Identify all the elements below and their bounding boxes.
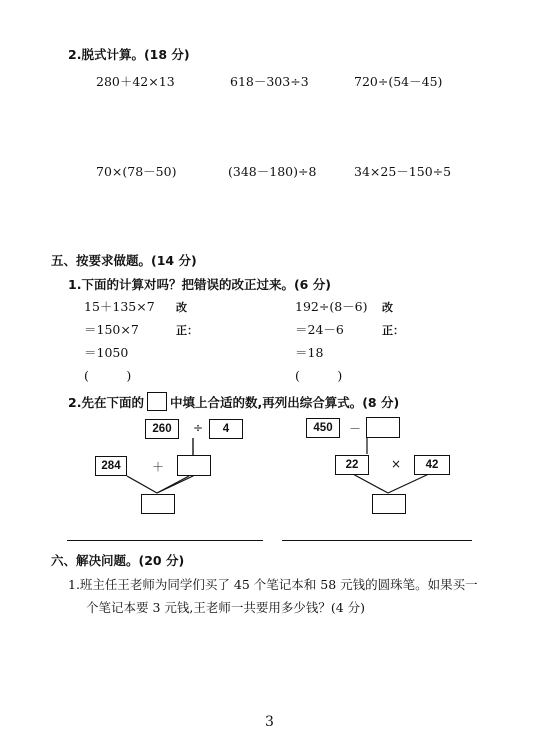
q1-left-line-3: ＝1050: [84, 345, 129, 360]
q1-left-note-b: 正：: [176, 324, 198, 337]
problem-1-line-2: 个笔记本要 3 元钱,王老师一共要用多少钱？(4 分): [86, 600, 366, 615]
q1-right-line-1: 192÷(8－6): [295, 299, 368, 314]
right-result-blank-box[interactable]: [372, 494, 406, 514]
op-minus: －: [349, 422, 362, 436]
q1-left-line-1: 15＋135×7: [84, 299, 155, 314]
expr-1: 280＋42×13: [96, 74, 175, 89]
answer-line-right[interactable]: [282, 540, 472, 541]
q1-heading: 1.下面的计算对吗？把错误的改正过来。(6 分): [68, 277, 331, 292]
q1-right-answer[interactable]: ( ): [295, 368, 343, 383]
box-42: 42: [414, 455, 450, 475]
expr-6: 34×25－150÷5: [354, 164, 452, 179]
box-260: 260: [145, 419, 179, 439]
q1-left-note-a: 改: [176, 301, 187, 314]
q2-heading-post: 中填上合适的数,再列出综合算式。(8 分): [169, 395, 400, 410]
op-divide: ÷: [193, 421, 204, 435]
box-284: 284: [95, 456, 127, 476]
expr-3: 720÷(54－45): [354, 74, 443, 89]
q1-right-line-2: ＝24－6: [295, 322, 344, 337]
page-number: 3: [265, 714, 274, 730]
q1-left-line-2: ＝150×7: [84, 322, 139, 337]
op-multiply: ×: [391, 457, 402, 471]
section-6-heading: 六、解决问题。(20 分): [51, 553, 185, 568]
box-450: 450: [306, 418, 340, 438]
box-4: 4: [209, 419, 243, 439]
q2-heading-pre: 2.先在下面的: [68, 395, 144, 410]
q1-right-note-a: 改: [382, 301, 393, 314]
right-top-blank-box[interactable]: [366, 417, 400, 438]
expr-4: 70×(78－50): [96, 164, 177, 179]
left-mid-blank-box[interactable]: [177, 455, 211, 476]
left-result-blank-box[interactable]: [141, 494, 175, 514]
op-plus: ＋: [152, 460, 165, 474]
q1-left-answer[interactable]: ( ): [84, 368, 132, 383]
q1-right-note-b: 正：: [382, 324, 404, 337]
answer-line-left[interactable]: [67, 540, 263, 541]
problem-1-line-1: 1.班主任王老师为同学们买了 45 个笔记本和 58 元钱的圆珠笔。如果买一: [68, 577, 478, 592]
box-22: 22: [335, 455, 369, 475]
expr-5: (348－180)÷8: [228, 164, 317, 179]
expr-2: 618－303÷3: [230, 74, 309, 89]
q1-right-line-3: ＝18: [295, 345, 324, 360]
section-2-heading: 2.脱式计算。(18 分): [68, 47, 190, 62]
section-5-heading: 五、按要求做题。(14 分): [51, 253, 197, 268]
